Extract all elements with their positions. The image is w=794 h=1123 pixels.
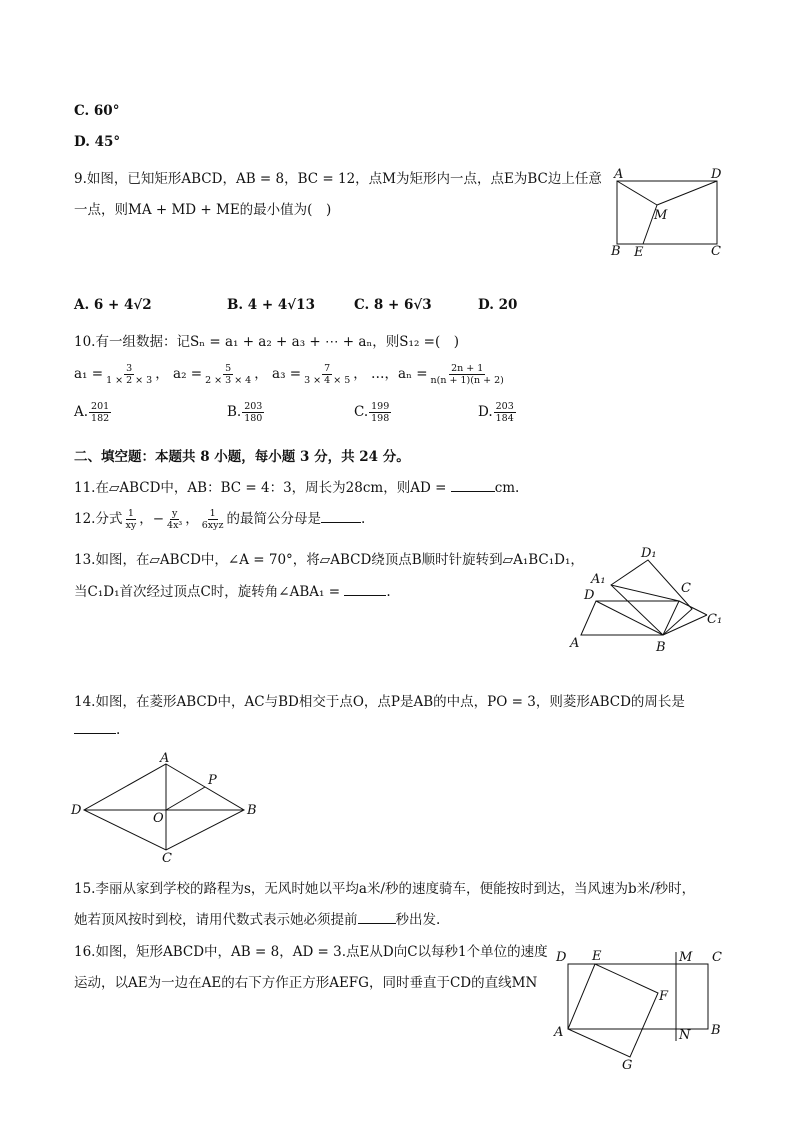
q9-label-m: M <box>654 208 668 223</box>
q12-fraction-2: $\frac{y}{\text{4x³}}$ <box>167 508 183 531</box>
q16-label-d: D <box>556 950 567 965</box>
q9-label-d: D <box>711 167 722 182</box>
q9-option-c: C. 8 + 6√3 <box>354 297 432 313</box>
q13-segment-db <box>596 601 663 635</box>
q9-label-c: C <box>711 244 721 259</box>
q10-a3-name: a₃ = <box>272 366 302 382</box>
q14-label-d: D <box>71 803 82 818</box>
q13-parallelogram-a1bc1d1 <box>611 560 692 635</box>
q8-option-c: C. 60° <box>74 103 120 119</box>
q13-text-line2: 当C₁D₁首次经过顶点C时，旋转角∠ABA₁ = . <box>74 584 391 600</box>
q10-an-name: …，aₙ = <box>371 366 428 382</box>
q13-label-a1: A₁ <box>591 572 606 587</box>
q14-label-c: C <box>162 851 172 864</box>
q16-rect-abcd <box>568 964 708 1029</box>
q13-segment-bc1 <box>663 615 707 635</box>
q10-option-d: D. $\frac{203}{184}$ <box>478 401 514 424</box>
q14-label-b: B <box>247 803 257 818</box>
q16-text-line2: 运动，以AE为一边在AE的右下方作正方形AEFG，同时垂直于CD的直线MN <box>74 975 538 991</box>
q14-label-p: P <box>208 773 217 788</box>
q16-label-g: G <box>622 1058 633 1073</box>
q12-fraction-1: $\frac{1}{xy}$ <box>125 508 137 531</box>
q14-label-a: A <box>160 752 170 766</box>
q15-text-line1: 15.李丽从家到学校的路程为s，无风时她以平均a米/秒的速度骑车，便能按时到达，当风速为b米/秒时， <box>74 881 696 897</box>
q16-label-a: A <box>554 1025 564 1040</box>
q12-text: 12.分式 $\frac{1}{xy}$ ，− $\frac{y}{\text{4x³}}$ ， $\frac{1}{\text{6xyz}}$ 的最简公分母是 . <box>74 508 366 531</box>
q9-figure-rectangle <box>605 165 735 260</box>
q16-label-m: M <box>679 950 693 965</box>
q13-label-d1: D₁ <box>641 546 657 561</box>
q13-label-c1: C₁ <box>707 612 723 627</box>
q12-answer-blank <box>321 522 361 523</box>
q14-label-o: O <box>153 811 164 826</box>
q9-text-line2: 一点，则MA + MD + ME的最小值为( ) <box>74 202 332 218</box>
q14-rhombus-abcd <box>84 764 244 850</box>
q16-label-n: N <box>679 1028 691 1043</box>
q16-label-e: E <box>592 949 602 964</box>
q13-figure-parallelogram-rotation <box>566 543 736 655</box>
q14-figure-rhombus <box>66 752 266 864</box>
q11-text: 11.在▱ABCD中，AB：BC = 4：3，周长为28cm，则AD = cm. <box>74 480 520 496</box>
q10-text-line1: 10.有一组数据：记Sₙ = a₁ + a₂ + a₃ + ⋯ + aₙ，则S₁₂ =( ) <box>74 334 460 350</box>
q16-text-line1: 16.如图，矩形ABCD中，AB = 8，AD = 3.点E从D向C以每秒1个单位的速度 <box>74 944 548 960</box>
q16-label-c: C <box>712 950 722 965</box>
q9-text-line1: 9.如图，已知矩形ABCD，AB = 8，BC = 12，点M为矩形内一点，点E为BC边上任意 <box>74 171 602 187</box>
q9-segment-md <box>657 181 717 205</box>
q13-label-d: D <box>584 588 595 603</box>
q9-segment-ma <box>617 181 657 205</box>
q14-answer-blank <box>74 733 116 734</box>
q13-label-a: A <box>570 636 580 651</box>
q13-label-b: B <box>656 640 666 655</box>
q10-a2-fraction: $\frac{5}{2 \times 3 \times 4}$ <box>205 363 252 386</box>
q14-text-line1: 14.如图，在菱形ABCD中，AC与BD相交于点O，点P是AB的中点，PO = 3，则菱形ABCD的周长是 <box>74 694 685 710</box>
q13-text-line1: 13.如图，在▱ABCD中，∠A = 70°，将▱ABCD绕顶点B顺时针旋转到▱A₁BC₁D₁， <box>74 552 584 568</box>
q10-terms: a₁ = $\frac{3}{1 \times 2 \times 3}$ ， a₂ = $\frac{5}{2 \times 3 \times 4}$ ， a₃ = $\frac{7}{3 \times 4 \times 5}$ ， …，aₙ = $\frac{2n + 1}{n(n + 1)(n + 2)}$ <box>74 363 504 386</box>
q9-label-b: B <box>611 244 621 259</box>
q15-answer-blank <box>358 923 396 924</box>
q9-option-d: D. 20 <box>478 297 518 313</box>
q16-figure-rectangle-square <box>550 943 728 1073</box>
q10-an-fraction: $\frac{2n + 1}{n(n + 1)(n + 2)}$ <box>430 363 504 386</box>
q8-option-d: D. 45° <box>74 134 121 150</box>
q12-fraction-3: $\frac{1}{\text{6xyz}}$ <box>201 508 224 531</box>
q9-label-e: E <box>634 245 644 260</box>
q9-label-a: A <box>614 167 624 182</box>
q10-option-b: B. $\frac{203}{180}$ <box>227 401 263 424</box>
q16-square-aefg <box>568 964 658 1057</box>
q14-text-line2: . <box>74 722 120 738</box>
section-2-heading: 二、填空题：本题共 8 小题，每小题 3 分，共 24 分。 <box>74 449 410 465</box>
q16-label-b: B <box>711 1023 721 1038</box>
q15-text-line2: 她若顶风按时到校，请用代数式表示她必须提前 秒出发. <box>74 912 441 928</box>
q10-a2-name: a₂ = <box>173 366 203 382</box>
q10-a1-fraction: $\frac{3}{1 \times 2 \times 3}$ <box>106 363 153 386</box>
q13-segment-a1c <box>611 585 679 601</box>
q13-segment-cc1 <box>679 601 707 615</box>
q11-answer-blank <box>451 491 495 492</box>
q10-a3-fraction: $\frac{7}{3 \times 4 \times 5}$ <box>304 363 351 386</box>
q13-answer-blank <box>344 595 386 596</box>
q10-a1-name: a₁ = <box>74 366 104 382</box>
q10-option-c: C. $\frac{199}{198}$ <box>354 401 390 424</box>
q16-label-f: F <box>659 989 669 1004</box>
q9-option-b: B. 4 + 4√13 <box>227 297 315 313</box>
q9-option-a: A. 6 + 4√2 <box>74 297 152 313</box>
q10-option-a: A. $\frac{201}{182}$ <box>74 401 110 424</box>
q14-segment-op <box>166 787 205 810</box>
q13-label-c: C <box>681 581 691 596</box>
